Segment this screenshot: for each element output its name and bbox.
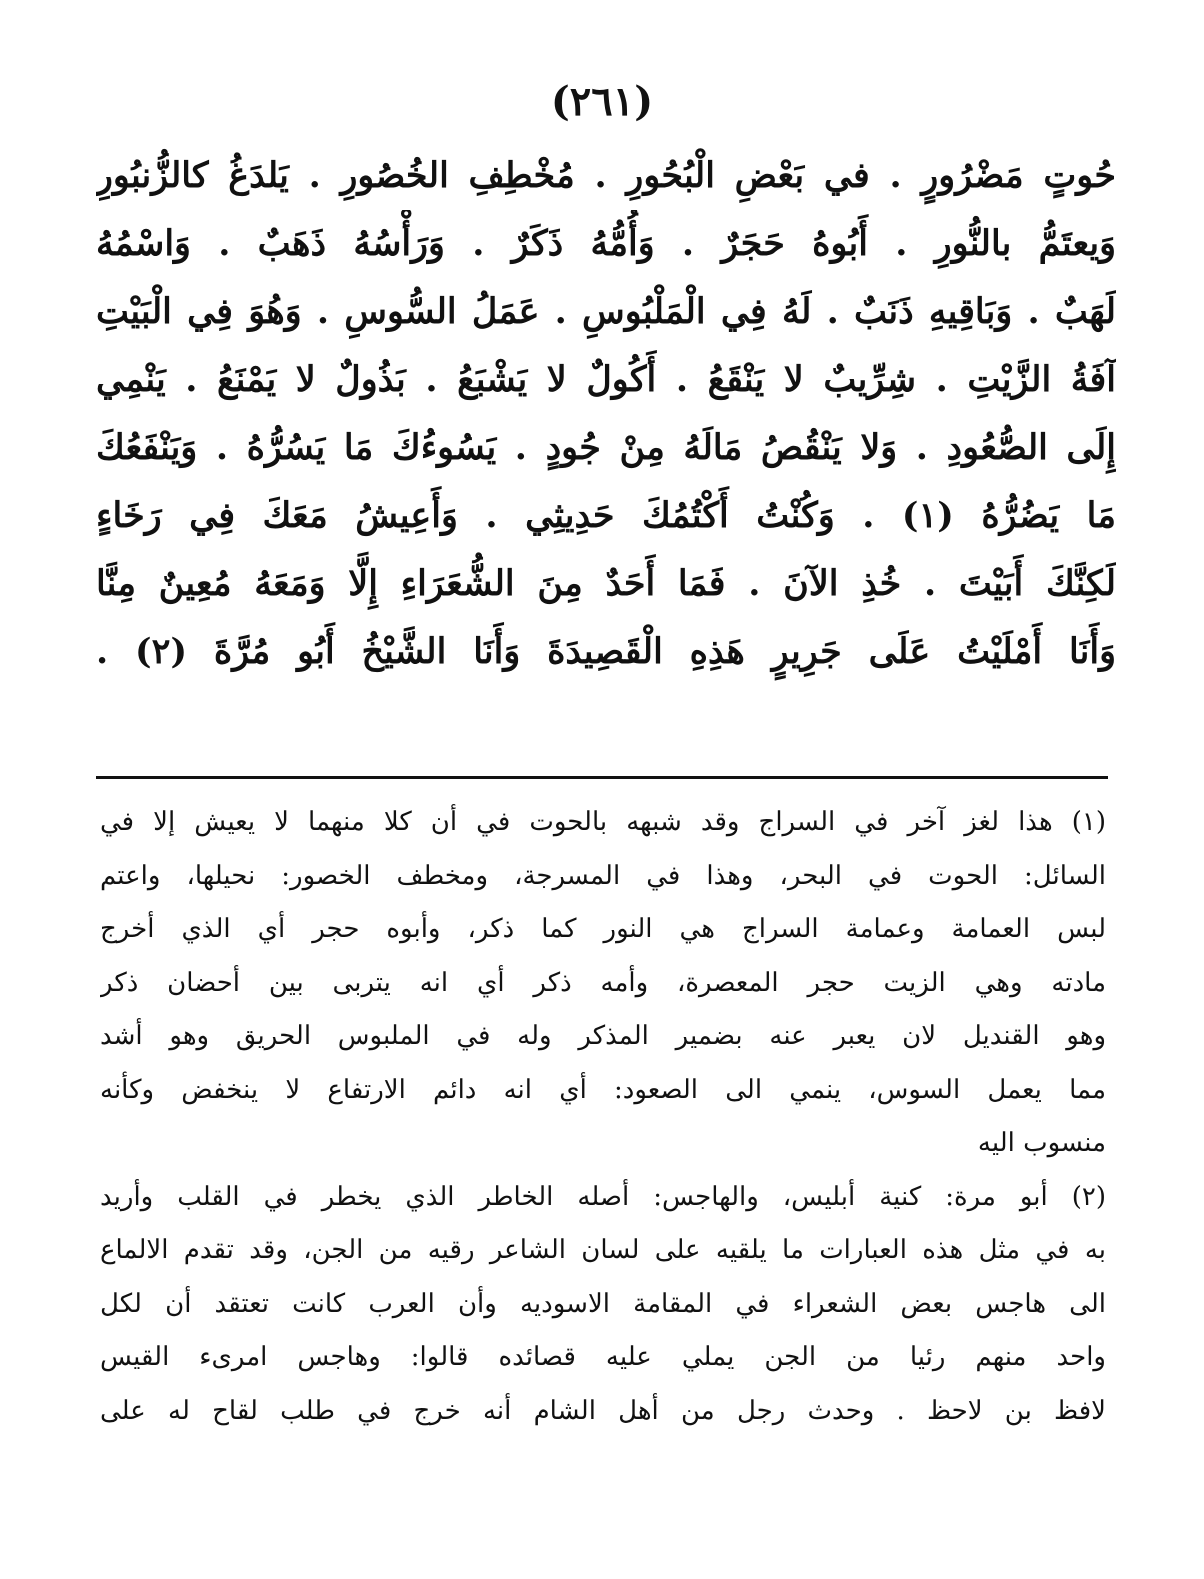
footnote-line: واحد منهم رئيا من الجن يملي عليه قصائده قالوا: وهاجس امرىء القيس [100, 1342, 1106, 1372]
text-line: وَيعتَمُّ بالنُّورِ . أَبُوهُ حَجَرٌ . وَأُمُّهُ ذَكَرٌ . وَرَأْسُهُ ذَهَبٌ . وَاسْمُهُ [96, 223, 1116, 264]
footnote-line: منسوب اليه [977, 1128, 1106, 1158]
text-line: مَا يَضُرُّهُ (١) . وَكُنْتُ أَكْتُمُكَ حَدِيثِي . وَأَعِيشُ مَعَكَ فِي رَخَاءٍ [96, 495, 1116, 536]
footnote-line: وهو القنديل لان يعبر عنه بضمير المذكر وله في الملبوس الحريق وهو أشد [100, 1021, 1106, 1051]
footnote-line: (١) هذا لغز آخر في السراج وقد شبهه بالحوت في أن كلا منهما لا يعيش إلا في [100, 807, 1106, 837]
footnote-line: (٢) أبو مرة: كنية أبليس، والهاجس: أصله الخاطر الذي يخطر في القلب وأريد [100, 1181, 1106, 1212]
footnote-line: مادته وهي الزيت حجر المعصرة، وأمه ذكر أي انه يتربى بين أحضان ذكر [100, 967, 1106, 998]
footnote-line: به في مثل هذه العبارات ما يلقيه على لسان الشاعر رقيه من الجن، وقد تقدم الالماع [100, 1235, 1106, 1265]
footnote-line: مما يعمل السوس، ينمي الى الصعود: أي انه دائم الارتفاع لا ينخفض وكأنه [100, 1074, 1106, 1105]
footnote-divider [96, 776, 1108, 779]
page-number: (٢٦١) [550, 78, 654, 125]
footnote-line: الى هاجس بعض الشعراء في المقامة الاسوديه وأن العرب كانت تعتقد أن لكل [100, 1288, 1106, 1319]
text-line: إِلَى الصُّعُودِ . وَلا يَنْقُصُ مَالَهُ مِنْ جُودٍ . يَسُوءُكَ مَا يَسُرُّهُ . وَيَنْفَعُكَ [96, 427, 1116, 468]
main-text [96, 142, 1116, 686]
text-line: وَأَنَا أَمْلَيْتُ عَلَى جَرِيرٍ هَذِهِ الْقَصِيدَةَ وَأَنَا الشَّيْخُ أَبُو مُرَّةَ (٢) . [96, 631, 1116, 672]
footnote-line: لافظ بن لاحظ . وحدث رجل من أهل الشام أنه خرج في طلب لقاح له على [100, 1395, 1106, 1426]
footnote-line: لبس العمامة وعمامة السراج هي النور كما ذكر، وأبوه حجر أي الذي أخرج [100, 914, 1106, 944]
footnote-line: السائل: الحوت في البحر، وهذا في المسرجة، ومخطف الخصور: نحيلها، واعتم [100, 860, 1106, 891]
text-line: آفَةُ الزَّيْتِ . شِرِّيبٌ لا يَنْقَعُ . أَكُولٌ لا يَشْبَعُ . بَذُولٌ لا يَمْنَعُ . يَنْمِي [96, 359, 1116, 400]
footnotes [100, 796, 1106, 1438]
text-line: لَكِنَّكَ أَبَيْتَ . خُذِ الآنَ . فَمَا أَحَدٌ مِنَ الشُّعَرَاءِ إِلَّا وَمَعَهُ مُعِينٌ مِنَّا [96, 563, 1116, 604]
text-line: لَهَبٌ . وَبَاقِيهِ ذَنَبٌ . لَهُ فِي الْمَلْبُوسِ . عَمَلُ السُّوسِ . وَهُوَ فِي الْبَيْتِ [96, 291, 1116, 332]
text-line: حُوتٍ مَضْرُورٍ . في بَعْضِ الْبُحُورِ . مُخْطِفِ الخُصُورِ . يَلدَغُ كالزُّنبُورِ [96, 155, 1116, 196]
